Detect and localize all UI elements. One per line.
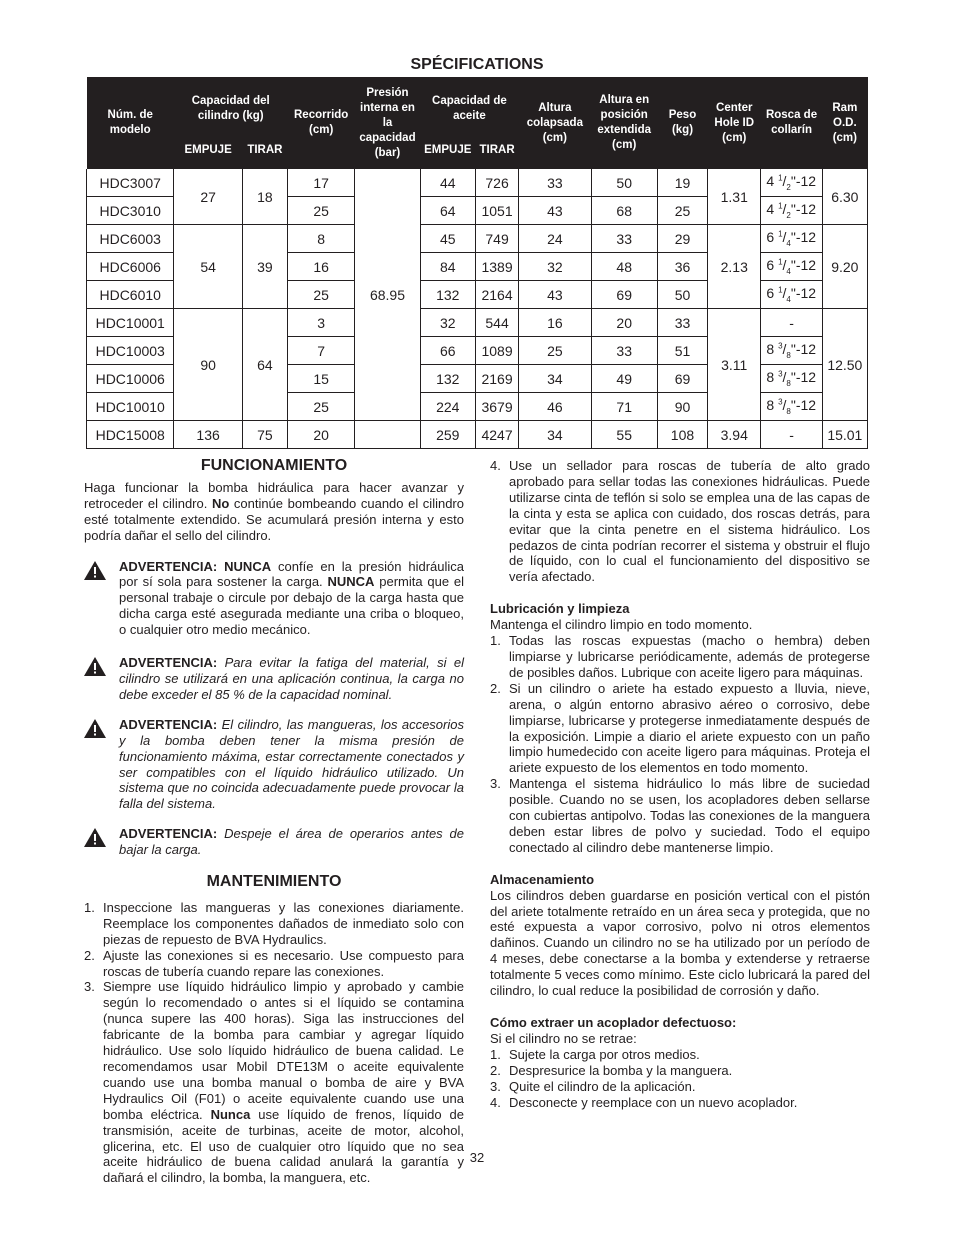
warning-icon [84, 828, 106, 847]
cell-collapsed: 46 [519, 393, 591, 421]
warning-icon [84, 657, 106, 676]
cell-weight: 25 [657, 197, 707, 225]
cell-weight: 33 [657, 309, 707, 337]
acoplador-intro: Si el cilindro no se retrae: [490, 1030, 637, 1046]
cell-center-hole: 3.94 [708, 421, 761, 449]
cell-collapsed: 33 [519, 169, 591, 197]
cell-stroke: 25 [288, 393, 355, 421]
list-item: 2. Ajuste las conexiones si es necesario. Use compuesto para roscas de tubería cuando repare las conexiones. [84, 947, 464, 979]
specifications-table [86, 77, 868, 449]
cell-model: HDC10001 [87, 309, 174, 337]
cell-weight: 90 [657, 393, 707, 421]
cell-capacity-pull: 18 [242, 169, 287, 225]
cell-oil-push: 32 [420, 309, 475, 337]
cell-pressure-blank [355, 421, 420, 449]
cell-oil-push: 132 [420, 281, 475, 309]
list-item: 3. Quite el cilindro de la aplicación. [490, 1078, 696, 1094]
cell-thread: - [761, 309, 822, 337]
warning-icon [84, 719, 106, 738]
cell-extended: 69 [591, 281, 657, 309]
cell-capacity-push: 136 [174, 421, 242, 449]
cell-oil-push: 64 [420, 197, 475, 225]
table-row [87, 421, 868, 449]
cell-weight: 19 [657, 169, 707, 197]
right-column [490, 458, 870, 1110]
page-title: SPÉCIFICATIONS [410, 56, 544, 73]
cell-oil-push: 84 [420, 253, 475, 281]
lubricacion-intro: Mantenga el cilindro limpio en todo momento. [490, 617, 753, 633]
header-peso: Peso (kg) [657, 77, 707, 169]
cell-collapsed: 43 [519, 197, 591, 225]
header-empuje: EMPUJE [174, 141, 242, 169]
cell-stroke: 7 [288, 337, 355, 365]
header-recorrido: Recorrido (cm) [288, 77, 355, 169]
cell-oil-push: 45 [420, 225, 475, 253]
cell-thread: 8 $^3/_8"-12$ [761, 393, 822, 421]
cell-collapsed: 34 [519, 365, 591, 393]
cell-collapsed: 25 [519, 337, 591, 365]
cell-oil-push: 224 [420, 393, 475, 421]
header-tirar: TIRAR [242, 141, 287, 169]
cell-pressure: 68.95 [355, 169, 420, 421]
cell-weight: 36 [657, 253, 707, 281]
cell-oil-push: 259 [420, 421, 475, 449]
cell-extended: 49 [591, 365, 657, 393]
header-rosca: Rosca de collarín [761, 77, 822, 169]
warning-icon [84, 561, 106, 580]
list-item: 2. Despresurice la bomba y la manguera. [490, 1062, 733, 1078]
cell-capacity-pull: 75 [242, 421, 287, 449]
acoplador-heading: Cómo extraer un acoplador defectuoso: [490, 1015, 737, 1030]
list-item: 3. Mantenga el sistema hidráulico lo más libre de suciedad posible. Cuando no se usen, los acopladores deben sellarse con cubiertas antipolvo. Todas las conexiones de la manguera deben estar libres de polvo y suciedad. Todo el equipo conectado al cilindro debe mantenerse limpio. [490, 776, 870, 855]
cell-weight: 29 [657, 225, 707, 253]
cell-extended: 48 [591, 253, 657, 281]
cell-collapsed: 34 [519, 421, 591, 449]
cell-stroke: 17 [288, 169, 355, 197]
cell-extended: 68 [591, 197, 657, 225]
cell-extended: 50 [591, 169, 657, 197]
list-item: 4. Desconecte y reemplace con un nuevo acoplador. [490, 1094, 798, 1110]
cell-oil-push: 44 [420, 169, 475, 197]
almacenamiento-text: Los cilindros deben guardarse en posición vertical con el pistón del ariete totalmente retraído en un área seca y protegida, que no esté expuesta a vapor corrosivo, polvo ni otros elementos dañinos. Cuando un cilindro no se ha utilizado por un período de 4 meses, debe conectarse a la bomba y extenderse y retraerse totalmente 5 veces como mínimo. Este ciclo lubricará la pared del cilindro, lo cual reduce la posibilidad de corrosión y daño. [490, 887, 870, 999]
cell-extended: 33 [591, 337, 657, 365]
cell-stroke: 25 [288, 197, 355, 225]
header-aceite: Capacidad de aceite [420, 77, 519, 141]
cell-collapsed: 24 [519, 225, 591, 253]
cell-thread: 6 $^1/_4"-12$ [761, 253, 822, 281]
list-item: 2. Si un cilindro o ariete ha estado expuesto a lluvia, nieve, arena, o algún entorno abrasivo aéreo o corrosivo, debe limpiarse, lubricarse y protegerse inmediatamente después de la exposición. Limpie a diario el ariete expuesto con un paño limpio humedecido con aceite ligero para máquinas. Proteja el ariete expuesto de los elementos en todo momento. [490, 680, 870, 776]
cell-thread: 4 $^1/_2"-12$ [761, 169, 822, 197]
cell-capacity-pull: 39 [242, 225, 287, 309]
cell-collapsed: 43 [519, 281, 591, 309]
header-modelo: Núm. de modelo [87, 77, 174, 169]
list-item: 1. Todas las roscas expuestas (macho o hembra) deben limpiarse y lubricarse periódicamente, además de protegerse de posibles daños. Lubrique con aceite ligero para máquinas. [490, 633, 870, 680]
header-aceite-tirar: TIRAR [475, 141, 518, 169]
cell-stroke: 3 [288, 309, 355, 337]
lubricacion-list [490, 633, 870, 856]
cell-thread: 8 $^3/_8"-12$ [761, 337, 822, 365]
cell-stroke: 20 [288, 421, 355, 449]
cell-oil-pull: 2169 [475, 365, 518, 393]
cell-thread: 6 $^1/_4"-12$ [761, 281, 822, 309]
cell-oil-pull: 3679 [475, 393, 518, 421]
cell-collapsed: 16 [519, 309, 591, 337]
cell-model: HDC10010 [87, 393, 174, 421]
cell-extended: 20 [591, 309, 657, 337]
cell-thread: - [761, 421, 822, 449]
cell-oil-push: 66 [420, 337, 475, 365]
cell-center-hole: 1.31 [708, 169, 761, 225]
warning-2: ADVERTENCIA: Para evitar la fatiga del material, si el cilindro se utilizará en una aplicación continua, la carga no debe exceder el 85 % de la capacidad nominal. [84, 655, 464, 703]
header-center-hole: Center Hole ID (cm) [708, 77, 761, 169]
cell-collapsed: 32 [519, 253, 591, 281]
cell-thread: 4 $^1/_2"-12$ [761, 197, 822, 225]
cell-model: HDC6006 [87, 253, 174, 281]
cell-model: HDC6003 [87, 225, 174, 253]
cell-oil-pull: 1051 [475, 197, 518, 225]
cell-oil-pull: 2164 [475, 281, 518, 309]
cell-ram: 15.01 [822, 421, 867, 449]
cell-capacity-pull: 64 [242, 309, 287, 421]
table-row [87, 309, 868, 337]
mantenimiento-list-cont [490, 458, 870, 585]
cell-stroke: 16 [288, 253, 355, 281]
cell-oil-push: 132 [420, 365, 475, 393]
mantenimiento-list [84, 900, 464, 1186]
cell-model: HDC10003 [87, 337, 174, 365]
header-presion: Presión interna en la capacidad (bar) [355, 77, 420, 169]
cell-weight: 50 [657, 281, 707, 309]
cell-model: HDC15008 [87, 421, 174, 449]
cell-extended: 71 [591, 393, 657, 421]
list-item: 1. Sujete la carga por otros medios. [490, 1046, 700, 1062]
table-row [87, 225, 868, 253]
lubricacion-heading: Lubricación y limpieza [490, 601, 630, 617]
cell-weight: 69 [657, 365, 707, 393]
cell-model: HDC10006 [87, 365, 174, 393]
cell-stroke: 15 [288, 365, 355, 393]
cell-oil-pull: 1389 [475, 253, 518, 281]
left-column [84, 458, 464, 1186]
cell-model: HDC6010 [87, 281, 174, 309]
funcionamiento-heading: FUNCIONAMIENTO [200, 457, 348, 474]
header-altura-extendida: Altura en posición extendida (cm) [591, 77, 657, 169]
cell-capacity-push: 90 [174, 309, 242, 421]
cell-weight: 51 [657, 337, 707, 365]
warning-4: ADVERTENCIA: Despeje el área de operarios antes de bajar la carga. [84, 826, 464, 858]
list-item: 4. Use un sellador para roscas de tubería de alto grado aprobado para sellar todas las conexiones hidráulicas. Puede utilizarse cinta de teflón si solo se emplea una de las capas de la cinta y esta se aplica con cuidado, dos roscas detrás, para evitar que la cinta penetre en el sistema hidráulico. Los pedazos de cinta podrían recorrer el sistema y obstruir el flujo de líquido, con lo cual el funcionamiento del dispositivo se vería afectado. [490, 458, 870, 585]
header-capacidad: Capacidad del cilindro (kg) [174, 77, 288, 141]
cell-model: HDC3007 [87, 169, 174, 197]
table-row [87, 169, 868, 197]
cell-thread: 8 $^3/_8"-12$ [761, 365, 822, 393]
cell-ram: 6.30 [822, 169, 867, 225]
cell-ram: 9.20 [822, 225, 867, 309]
cell-oil-pull: 4247 [475, 421, 518, 449]
cell-stroke: 8 [288, 225, 355, 253]
list-item: 1. Inspeccione las mangueras y las conexiones diariamente. Reemplace los componentes dañados de inmediato solo con piezas de repuesto de BVA Hydraulics. [84, 899, 464, 947]
list-item: 3. Siempre use líquido hidráulico limpio y aprobado y cambie según lo recomendado o antes si el líquido se contamina (nunca supere las 400 horas). Siga las instrucciones del fabricante de la bomba para cambiar y agregar líquido hidráulico. Use solo líquido hidráulico de buena calidad. Le recomendamos usar Mobil DTE13M o aceite equivalente cuando use una bomba manual o bomba de aire y BVA Hydraulics Oil (F01) o aceite equivalente cuando use una bomba eléctrica. Nunca use líquido de frenos, líquido de transmisión, aceite de turbinas, aceite de motor, alcohol, glicerina, etc. El uso de cualquier otro líquido que no sea aceite hidráulico de buena calidad anulará la garantía y dañará el cilindro, la bomba, la manguera, etc. [84, 979, 464, 1186]
cell-ram: 12.50 [822, 309, 867, 421]
header-ram: Ram O.D. (cm) [822, 77, 867, 169]
mantenimiento-heading: MANTENIMIENTO [206, 873, 342, 891]
cell-model: HDC3010 [87, 197, 174, 225]
cell-center-hole: 2.13 [708, 225, 761, 309]
header-altura-colapsada: Altura colapsada (cm) [519, 77, 591, 169]
cell-weight: 108 [657, 421, 707, 449]
cell-extended: 55 [591, 421, 657, 449]
cell-oil-pull: 544 [475, 309, 518, 337]
page-number: 32 [469, 1150, 485, 1165]
cell-oil-pull: 749 [475, 225, 518, 253]
header-aceite-empuje: EMPUJE [420, 141, 475, 169]
cell-thread: 6 $^1/_4"-12$ [761, 225, 822, 253]
warning-3: ADVERTENCIA: El cilindro, las mangueras, los accesorios y la bomba deben tener la misma presión de funcionamiento máxima, estar correctamente conectados y ser compatibles con el líquido hidráulico utilizado. Un sistema que no coincida adecuadamente puede provocar la falla del sistema. [84, 717, 464, 812]
cell-oil-pull: 726 [475, 169, 518, 197]
funcionamiento-intro: Haga funcionar la bomba hidráulica para hacer avanzar y retroceder el cilindro. No continúe bombeando cuando el cilindro esté totalmente extendido. Se acumulará presión interna y esto podría dañar el sello del cilindro. [84, 479, 464, 543]
cell-oil-pull: 1089 [475, 337, 518, 365]
cell-center-hole: 3.11 [708, 309, 761, 421]
cell-capacity-push: 54 [174, 225, 242, 309]
warning-1: ADVERTENCIA: NUNCA confíe en la presión hidráulica por sí sola para sostener la carga. NUNCA permita que el personal trabaje o circule por debajo de la carga hasta que dicha carga esté asegurada mediante una criba o bloqueo, o cualquier otro medio mecánico. [84, 559, 464, 639]
cell-capacity-push: 27 [174, 169, 242, 225]
almacenamiento-heading: Almacenamiento [490, 871, 595, 887]
cell-stroke: 25 [288, 281, 355, 309]
acoplador-list [490, 1047, 870, 1111]
cell-extended: 33 [591, 225, 657, 253]
